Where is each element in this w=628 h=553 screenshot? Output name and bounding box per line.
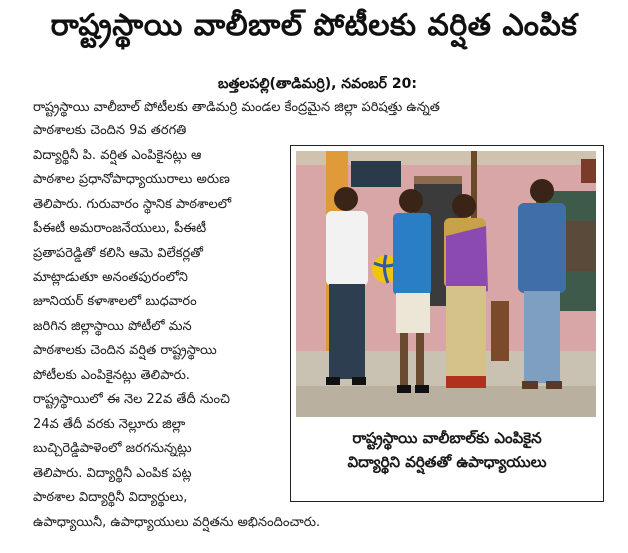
body-line: జరిగిన జిల్లాస్థాయి పోటీలో మన [33, 319, 192, 334]
body-line: పాఠశాలకు చెందిన వర్షిత రాష్ట్రస్థాయి [33, 343, 217, 358]
photo-box [290, 145, 604, 502]
photo-illustration [296, 151, 596, 417]
dateline: బత్తలపల్లి(తాడిమర్రి), నవంబర్ 20: [218, 76, 417, 92]
body-line: పాఠశాలకు చెందిన 9వ తరగతి [33, 123, 187, 138]
body-line: ఉపాధ్యాయినీ, ఉపాధ్యాయులు వర్షితను అభినందించారు. [33, 515, 321, 530]
headline: రాష్ట్రస్థాయి వాలీబాల్ పోటీలకు వర్షిత ఎంపిక [50, 8, 578, 43]
body-line: తెలిపారు. గురువారం స్థానిక పాఠశాలలో [33, 197, 232, 212]
body-line: మాట్లాడుతూ అనంతపురంలోని [33, 270, 188, 285]
body-line: పీఈటీ అమరాంజనేయులు, పీఈటీ [33, 221, 207, 236]
body-line: పాఠశాల విద్యార్థినీ విద్యార్థులు, [33, 490, 188, 505]
body-line: రాష్ట్రస్థాయిలో ఈ నెల 22వ తేదీ నుంచి [33, 392, 230, 407]
body-line: ప్రతాపరెడ్డితో కలిసి ఆమె విలేకర్లతో [33, 246, 203, 261]
body-line: జూనియర్ కళాశాలలో బుధవారం [33, 294, 197, 309]
caption-line-2: విద్యార్థిని వర్షితతో ఉపాధ్యాయులు [347, 453, 547, 471]
body-line: 24వ తేదీ వరకు నెల్లూరు జిల్లా [33, 417, 186, 432]
caption-line-1: రాష్ట్రస్థాయి వాలీబాల్‌కు ఎంపికైన [352, 429, 542, 447]
body-line: తెలిపారు. విద్యార్థినీ ఎంపిక పట్ల [33, 466, 192, 481]
body-line: రాష్ట్రస్థాయి వాలీబాల్ పోటీలకు తాడిమర్రి మండల కేంద్రమైన జిల్లా పరిషత్తు ఉన్నత [33, 100, 440, 115]
photo-caption [291, 426, 603, 474]
body-line: బుచ్చిరెడ్డిపాళెంలో జరగనున్నట్లు [33, 441, 192, 456]
body-line: పోటీలకు ఎంపికైనట్లు తెలిపారు. [33, 368, 190, 383]
body-line: పాఠశాల ప్రధానోపాధ్యాయురాలు అరుణ [33, 172, 230, 187]
body-line: విద్యార్థినీ పి. వర్షిత ఎంపికైనట్లు ఆ [33, 148, 202, 163]
team-photo [296, 151, 596, 417]
